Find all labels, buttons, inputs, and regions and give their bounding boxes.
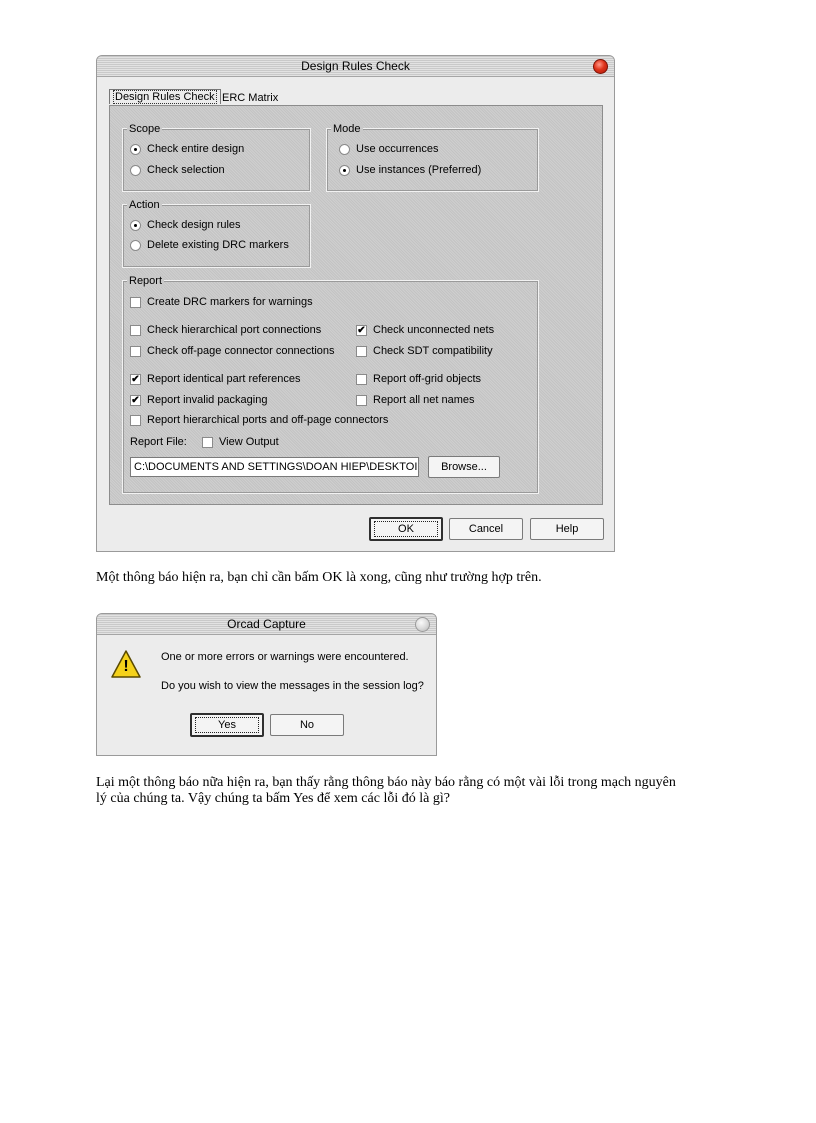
scope-entire-label: Check entire design xyxy=(147,143,245,155)
yes-label: Yes xyxy=(218,719,236,731)
action-check-radio[interactable] xyxy=(130,220,141,231)
orcad-titlebar[interactable] xyxy=(97,614,436,635)
paragraph-1: Một thông báo hiện ra, bạn chỉ cần bấm OK là xong, cũng như trường hợp trên. xyxy=(96,570,542,585)
ok-label: OK xyxy=(398,523,414,535)
drc-titlebar[interactable] xyxy=(97,56,614,77)
paragraph-2-line-1: Lại một thông báo nữa hiện ra, bạn thấy rằng thông báo này báo rằng có một vài lỗi trong mạch nguyên xyxy=(96,775,676,790)
scope-legend: Scope xyxy=(129,123,161,135)
hier-offpage-label: Report hierarchical ports and off-page connectors xyxy=(147,414,389,426)
scope-group xyxy=(122,128,311,192)
check-mark-icon: ✔ xyxy=(357,325,366,336)
report-file-input[interactable]: C:\DOCUMENTS AND SETTINGS\DOAN HIEP\DESKTOI xyxy=(130,457,419,477)
sdt-checkbox[interactable] xyxy=(356,346,367,357)
unconnected-checkbox[interactable] xyxy=(356,325,367,336)
hier-port-label: Check hierarchical port connections xyxy=(147,324,322,336)
orcad-dialog xyxy=(96,613,437,756)
all-nets-label: Report all net names xyxy=(373,394,475,406)
mode-occurrences-radio[interactable] xyxy=(339,144,350,155)
no-button[interactable]: No xyxy=(270,714,344,736)
orcad-title: Orcad Capture xyxy=(227,617,306,631)
help-button[interactable]: Help xyxy=(530,518,604,540)
action-delete-radio[interactable] xyxy=(130,240,141,251)
ok-button[interactable] xyxy=(369,517,443,541)
view-output-label: View Output xyxy=(219,436,279,448)
tab-label: ERC Matrix xyxy=(222,92,279,104)
drc-panel xyxy=(109,105,603,505)
cancel-button[interactable]: Cancel xyxy=(449,518,523,540)
hier-offpage-checkbox[interactable] xyxy=(130,415,141,426)
view-output-checkbox[interactable] xyxy=(202,437,213,448)
scope-entire-radio[interactable] xyxy=(130,144,141,155)
action-group xyxy=(122,204,311,268)
offpage-checkbox[interactable] xyxy=(130,346,141,357)
tab-label: Design Rules Check xyxy=(115,91,215,103)
hier-port-checkbox[interactable] xyxy=(130,325,141,336)
yes-button[interactable] xyxy=(190,713,264,737)
close-icon[interactable] xyxy=(593,59,608,74)
action-legend: Action xyxy=(129,199,160,211)
sdt-label: Check SDT compatibility xyxy=(373,345,493,357)
offpage-label: Check off-page connector connections xyxy=(147,345,335,357)
tab-design-rules-check[interactable] xyxy=(109,89,221,104)
report-file-label: Report File: xyxy=(130,436,187,448)
offgrid-checkbox[interactable] xyxy=(356,374,367,385)
scope-selection-label: Check selection xyxy=(147,164,225,176)
action-delete-label: Delete existing DRC markers xyxy=(147,239,289,251)
drc-title: Design Rules Check xyxy=(301,59,410,73)
mode-group xyxy=(326,128,539,192)
scope-selection-radio[interactable] xyxy=(130,165,141,176)
check-mark-icon: ✔ xyxy=(131,374,140,385)
orcad-message-1: One or more errors or warnings were encountered. xyxy=(161,651,409,663)
warning-glyph: ! xyxy=(123,658,129,675)
report-legend: Report xyxy=(129,275,163,287)
orcad-message-2: Do you wish to view the messages in the session log? xyxy=(161,680,424,692)
all-nets-checkbox[interactable] xyxy=(356,395,367,406)
identical-label: Report identical part references xyxy=(147,373,301,385)
tab-erc-matrix[interactable] xyxy=(219,91,281,105)
create-markers-label: Create DRC markers for warnings xyxy=(147,296,313,308)
paragraph-2-line-2: lý của chúng ta. Vậy chúng ta bấm Yes để xem các lỗi đó là gì? xyxy=(96,791,450,806)
mode-legend: Mode xyxy=(333,123,361,135)
invalid-pkg-checkbox[interactable] xyxy=(130,395,141,406)
identical-checkbox[interactable] xyxy=(130,374,141,385)
close-icon[interactable] xyxy=(415,617,430,632)
invalid-pkg-label: Report invalid packaging xyxy=(147,394,268,406)
mode-instances-radio[interactable] xyxy=(339,165,350,176)
action-check-label: Check design rules xyxy=(147,219,241,231)
create-markers-checkbox[interactable] xyxy=(130,297,141,308)
mode-occurrences-label: Use occurrences xyxy=(356,143,439,155)
unconnected-label: Check unconnected nets xyxy=(373,324,495,336)
check-mark-icon: ✔ xyxy=(131,395,140,406)
offgrid-label: Report off-grid objects xyxy=(373,373,482,385)
browse-button[interactable]: Browse... xyxy=(428,456,500,478)
mode-instances-label: Use instances (Preferred) xyxy=(356,164,482,176)
drc-dialog xyxy=(96,55,615,552)
